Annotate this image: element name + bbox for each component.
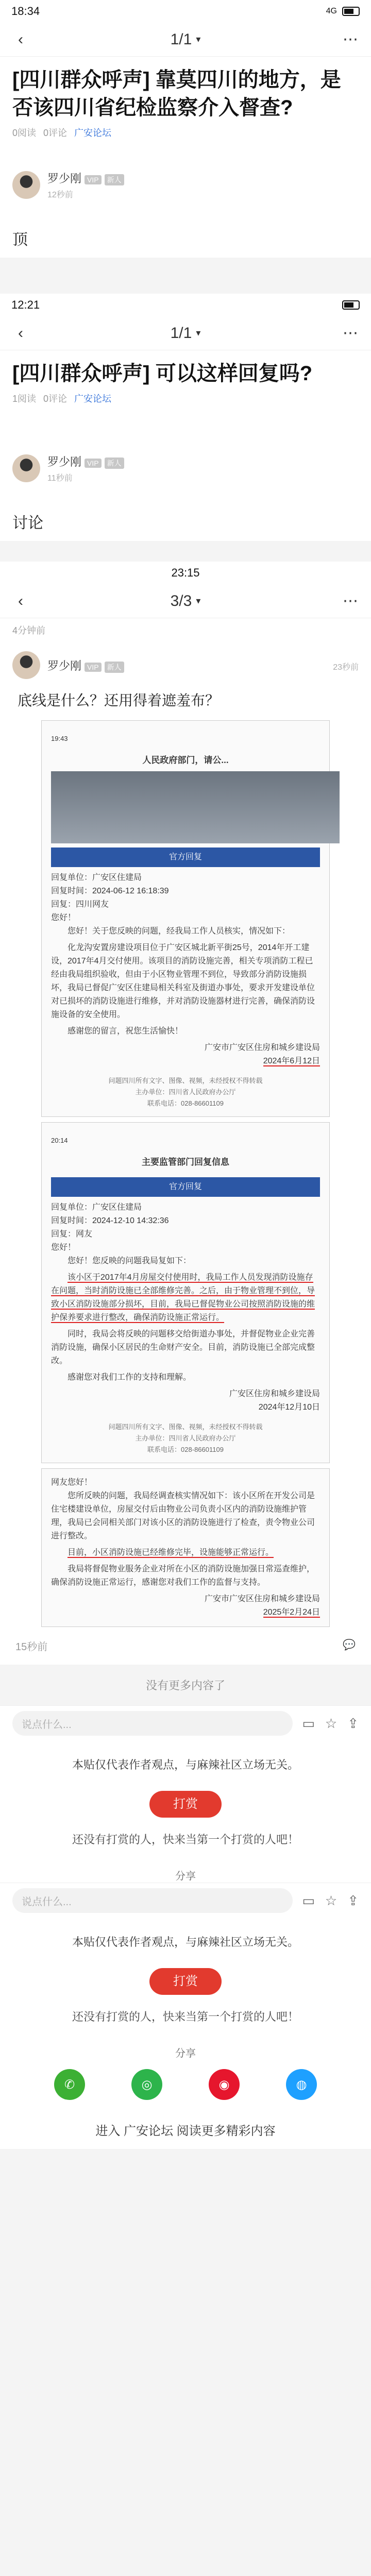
signature: 广安市广安区住房和城乡建设局: [204, 1595, 320, 1603]
no-more-content: 没有更多内容了: [145, 1679, 225, 1692]
reply-document-3: [41, 1468, 330, 1627]
author-name-row: [47, 657, 124, 673]
post-question: 底线是什么？还用得着遮羞布？: [18, 692, 220, 708]
doc-footer: [51, 1075, 320, 1109]
status-time: 12:21: [11, 298, 40, 311]
reply-input[interactable]: 说点什么...: [12, 1888, 293, 1913]
doc-topline: 人民政府部门，请公...: [142, 755, 229, 765]
author-info: [47, 170, 124, 200]
toolbar-icons: [302, 1893, 359, 1909]
comment-icon[interactable]: ▭: [302, 1892, 315, 1908]
footer-line: 问题四川所有文字、图像、视频，未经授权不得转载: [108, 1423, 263, 1431]
chevron-down-icon: ▾: [196, 328, 201, 338]
post-body-1: [0, 216, 371, 258]
new-badge: 新人: [105, 662, 124, 673]
status-time: 23:15: [171, 566, 200, 579]
status-time: 18:34: [11, 5, 40, 18]
footer-line: 联系电话：028-86601109: [147, 1099, 224, 1107]
official-reply-header: 官方回复: [51, 1177, 320, 1197]
view-count: 0阅读: [12, 128, 37, 138]
screen-first-post: [0, 0, 371, 165]
page-selector[interactable]: [171, 325, 201, 342]
more-icon[interactable]: ⋯: [342, 325, 358, 342]
post-time: 4分钟前: [12, 625, 46, 636]
sign-date: [51, 1055, 320, 1068]
official-reply-header: 官方回复: [51, 848, 320, 867]
paragraph: [51, 1546, 320, 1560]
tip-button[interactable]: 打赏: [149, 1968, 222, 1995]
doc-topline: 主要监管部门回复信息: [142, 1157, 229, 1167]
post-meta: [0, 392, 371, 414]
share-label: 分享: [175, 2048, 196, 2059]
divider: [0, 258, 371, 294]
paragraph: 感谢您的留言，祝您生活愉快！: [68, 1027, 183, 1036]
page-selector[interactable]: [171, 31, 201, 48]
tip-button[interactable]: 打赏: [149, 1791, 222, 1818]
author-block-2: [0, 448, 371, 500]
author-time: 11秒前: [47, 474, 73, 483]
footer-line: 主办单位：四川省人民政府办公厅: [135, 1088, 236, 1096]
qq-icon[interactable]: ◍: [286, 2069, 317, 2100]
disclaimer: 本贴仅代表作者观点，与麻辣社区立场无关。: [72, 1758, 299, 1771]
signature: 广安市广安区住房和城乡建设局: [204, 1043, 320, 1052]
paragraph: 您好！关于您反映的问题，经我局工作人员核实，情况如下：: [68, 927, 291, 936]
post-title: [四川群众呼声] 可以这样回复吗?: [12, 362, 313, 385]
date-text: 2025年2月24日: [263, 1608, 320, 1617]
footer-line: 主办单位：四川省人民政府办公厅: [135, 1434, 236, 1442]
back-icon[interactable]: ‹: [18, 592, 23, 609]
divider: [0, 541, 371, 562]
enter-forum-banner[interactable]: [0, 2110, 371, 2149]
nav-bar: [0, 584, 371, 618]
screen-third-post: [0, 562, 371, 1665]
reply-toolbar: [0, 1883, 371, 1918]
chevron-down-icon: ▾: [196, 596, 201, 606]
paragraph: 同时，我局会将反映的问题移交给街道办事处，并督促物业企业完善消防设施，确保小区居民的生命财产安全。目前，消防设施已全部完成整改。: [51, 1330, 315, 1365]
post-ops-row: [0, 1632, 371, 1659]
sign-date: 2024年12月10日: [258, 1403, 320, 1412]
star-icon[interactable]: ☆: [325, 1715, 338, 1731]
reply-document-2: [41, 1122, 330, 1463]
new-badge: 新人: [105, 174, 124, 185]
new-badge: 新人: [105, 457, 124, 469]
reply-toolbar: [0, 1705, 371, 1741]
screen-second-post: [0, 294, 371, 448]
chevron-down-icon: ▾: [196, 34, 201, 44]
post-title: [四川群众呼声] 靠莫四川的地方，是否该四川省纪检监察介入督查?: [12, 69, 341, 119]
reply-to: 回复：网友: [51, 1230, 93, 1239]
author-name-row: [47, 453, 124, 469]
paragraph: 您所反映的问题，我局经调查核实情况如下：该小区所在开发公司是住宅楼建设单位，房屋交付后由物业公司负责小区内的消防设施维护管理，我局已会同相关部门对该小区的消防设施进行了检查，责令物业公司进行整改。: [51, 1492, 315, 1540]
date-text: 2024年6月12日: [263, 1057, 320, 1065]
author-name[interactable]: 罗少刚: [47, 659, 82, 672]
post-time-ago: 15秒前: [15, 1641, 48, 1653]
avatar[interactable]: [12, 651, 40, 679]
reply-to: 回复：四川网友: [51, 900, 109, 909]
author-row: [0, 165, 371, 205]
page-indicator: 1/1: [170, 30, 192, 48]
status-bar: [0, 0, 371, 23]
reply-unit: 回复单位：广安区住建局: [51, 1203, 142, 1212]
status-icons: [326, 7, 360, 16]
wechat-icon[interactable]: ✆: [54, 2069, 85, 2100]
tip-section-1: [0, 1741, 371, 1883]
sign-date: [51, 1606, 320, 1619]
author-time: 23秒前: [333, 663, 359, 672]
back-icon[interactable]: ‹: [18, 324, 23, 342]
greeting: 您好！: [51, 1243, 76, 1252]
author-time: 12秒前: [47, 191, 73, 199]
greeting: 您好！: [51, 913, 76, 922]
post-body: 顶: [12, 231, 28, 248]
post-meta: [0, 618, 371, 646]
paragraph: 化龙沟安置房建设项目位于广安区城北新平街25号，2014年开工建设，2017年4月交付使用。该项目的消防设施完善，相关专项消防工程已经由我局组织验收，但由于小区物业管理不到位，导致部分消防设施损坏，我局已督促广安区住建局相关科室及街道办事处，要求开发建设单位对已损坏的消防设施进行维修，并对消防设施器材进行完善，确保消防设施设备的安全使用。: [51, 943, 315, 1019]
avatar[interactable]: [12, 454, 40, 482]
forum-link[interactable]: 广安论坛: [74, 394, 112, 404]
share-row: [0, 2060, 371, 2110]
forum-link[interactable]: 广安论坛: [74, 128, 112, 138]
star-icon[interactable]: ☆: [325, 1892, 338, 1908]
paragraph: 我局将督促物业服务企业对所在小区的消防设施加强日常巡查维护，确保消防设施正常运行，感谢您对我们工作的监督与支持。: [51, 1565, 315, 1587]
enter-forum-text: 进入 广安论坛 阅读更多精彩内容: [95, 2124, 276, 2138]
signature: 广安区住房和城乡建设局: [229, 1389, 320, 1398]
author-name[interactable]: 罗少刚: [47, 455, 82, 468]
post-meta: [0, 126, 371, 148]
page-indicator: 3/3: [170, 592, 192, 609]
reply-unit: 回复单位：广安区住建局: [51, 873, 142, 882]
weibo-icon[interactable]: ◉: [209, 2069, 240, 2100]
battery-icon: [342, 300, 360, 310]
author-name[interactable]: 罗少刚: [47, 172, 82, 185]
vip-badge: VIP: [85, 663, 102, 672]
author-row: [0, 646, 371, 684]
reply-count: 0评论: [43, 394, 68, 404]
footer-line: 问题四川所有文字、图像、视频，未经授权不得转载: [108, 1077, 263, 1084]
reply-input[interactable]: 说点什么...: [12, 1711, 293, 1736]
paragraph: 您好！您反映的问题我局复如下：: [68, 1257, 192, 1265]
author-info: [47, 453, 124, 483]
back-icon[interactable]: ‹: [18, 30, 23, 48]
status-icons: [342, 300, 360, 310]
post-body: 讨论: [12, 515, 43, 532]
battery-icon: [342, 7, 360, 16]
paragraph: 感谢您对我们工作的支持和理解。: [68, 1373, 192, 1382]
author-info: [47, 657, 124, 673]
page-indicator: 1/1: [170, 324, 192, 342]
greeting: 网友您好！: [51, 1478, 93, 1487]
share-label: 分享: [175, 1871, 196, 1882]
author-name-row: [47, 170, 124, 186]
share-icon[interactable]: ⇪: [347, 1892, 359, 1908]
highlighted-text: 该小区于2017年4月房屋交付使用时，我局工作人员发现消防设施存在问题，当时消防设施已全部维修完善。之后，由于物业管理不到位，导致小区消防设施部分损坏，目前，我局已督促物业公司按照消防设施的维护保养要求进行整改，确保消防设施正常运行。: [51, 1273, 315, 1322]
status-bar: [0, 294, 371, 316]
author-row: [0, 448, 371, 488]
share-icon[interactable]: ⇪: [347, 1715, 359, 1731]
more-icon[interactable]: ⋯: [342, 31, 358, 48]
author-block-1: [0, 165, 371, 216]
doc-time: 19:43: [51, 735, 68, 742]
reply-icon[interactable]: 💬: [343, 1639, 356, 1651]
toolbar-icons: [302, 1716, 359, 1732]
moments-icon[interactable]: ◎: [131, 2069, 162, 2100]
highlighted-text: 目前，小区消防设施已经维修完毕，设施能够正常运行。: [68, 1548, 274, 1557]
tip-description: 还没有打赏的人，快来当第一个打赏的人吧！: [72, 2010, 299, 2023]
reply-time: 回复时间：2024-12-10 14:32:36: [51, 1216, 169, 1225]
paragraph: [51, 1271, 320, 1325]
nav-bar: [0, 316, 371, 350]
page-selector[interactable]: [171, 592, 201, 610]
signal-icon: 4G: [326, 7, 337, 15]
doc-time: 20:14: [51, 1137, 68, 1144]
status-bar: [0, 562, 371, 584]
post-body-2: [0, 500, 371, 541]
doc-footer: [51, 1421, 320, 1455]
footer-line: 联系电话：028-86601109: [147, 1446, 224, 1453]
tip-section-2: [0, 1918, 371, 2110]
building-photo: [51, 771, 340, 843]
disclaimer: 本贴仅代表作者观点，与麻辣社区立场无关。: [72, 1936, 299, 1948]
comment-icon[interactable]: ▭: [302, 1715, 315, 1731]
vip-badge: VIP: [85, 175, 102, 184]
reply-document-1: [41, 720, 330, 1117]
tip-description: 还没有打赏的人，快来当第一个打赏的人吧！: [72, 1833, 299, 1846]
view-count: 1阅读: [12, 394, 37, 404]
reply-count: 0评论: [43, 128, 68, 138]
more-icon[interactable]: ⋯: [342, 592, 358, 609]
avatar[interactable]: [12, 171, 40, 199]
reply-time: 回复时间：2024-06-12 16:18:39: [51, 887, 169, 895]
vip-badge: VIP: [85, 459, 102, 468]
nav-bar: [0, 23, 371, 57]
